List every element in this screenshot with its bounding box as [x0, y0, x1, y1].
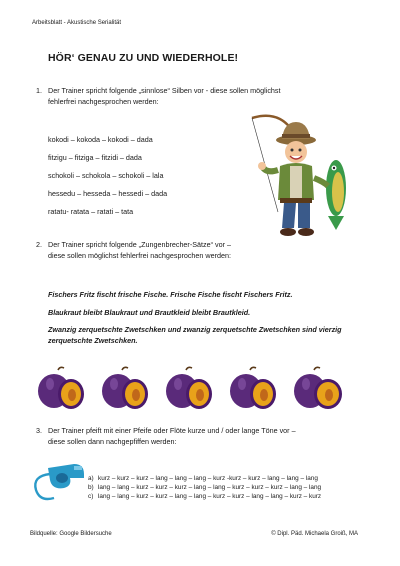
plum-icon	[100, 364, 152, 414]
plum-icon	[228, 364, 280, 414]
syllable-line: ratatu- ratata – ratati – tata	[48, 207, 134, 216]
section-2-line-2: diese sollen möglichst fehlerfrei nachgesprochen werden:	[48, 250, 231, 260]
plum-icon	[164, 364, 216, 414]
tongue-twister: Blaukraut bleibt Blaukraut und Brautkleid bleibt Brautkleid.	[48, 308, 251, 317]
section-2-line-1: Der Trainer spricht folgende „Zungenbrecher-Sätze“ vor –	[48, 240, 231, 249]
tongue-twister: Fischers Fritz fischt frische Fische. Frische Fische fischt Fischers Fritz.	[48, 290, 293, 299]
tone-label: a)	[88, 475, 94, 482]
tone-pattern: lang – lang – kurz – kurz – lang – lang – kurz – kurz – lang – lang – kurz – kurz	[98, 492, 322, 500]
syllable-line: fitzigu – fitziga – fitzidi – dada	[48, 153, 142, 162]
header-label: Arbeitsblatt - Akustische Serialität	[32, 20, 122, 26]
section-1-line-1: Der Trainer spricht folgende „sinnlose“ Silben vor - diese sollen möglichst	[48, 86, 281, 95]
tone-label: c)	[88, 492, 94, 500]
syllable-line: hessedu – hesseda – hessedi – dada	[48, 189, 168, 198]
section-3-line-1: Der Trainer pfeift mit einer Pfeife oder Flöte kurze und / oder lange Töne vor –	[48, 426, 296, 435]
tone-label: b)	[88, 483, 94, 491]
fisherman-illustration	[248, 112, 360, 240]
footer-copyright: © Dipl. Päd. Michaela Groiß, MA	[271, 531, 358, 537]
section-1-line-2: fehlerfrei nachgesprochen werden:	[48, 96, 159, 106]
page-title: HÖR‘ GENAU ZU UND WIEDERHOLE!	[48, 52, 239, 64]
section-3-line-2: diese sollen dann nachgepfiffen werden:	[48, 436, 177, 446]
section-2-number: 2.	[36, 240, 42, 249]
section-3-instructions	[36, 426, 366, 447]
tone-pattern: kurz – kurz – kurz – lang – lang – lang – kurz -kurz – kurz – lang – lang – lang	[98, 475, 318, 482]
tone-item	[88, 475, 321, 484]
tone-pattern: lang – lang – kurz – kurz – kurz – lang – lang – kurz – kurz – kurz – lang – lang	[98, 483, 322, 491]
tongue-twister: Zwanzig zerquetschte Zwetschken und zwanzig zerquetschte Zwetschken sind vierzig zerquetschte Zwetschken.	[48, 325, 342, 345]
section-2-instructions	[36, 240, 366, 261]
syllable-line: kokodi – kokoda – kokodi – dada	[48, 135, 153, 144]
footer-source: Bildquelle: Google Bildersuche	[30, 531, 112, 537]
tone-item	[88, 484, 321, 493]
syllable-line: schokoli – schokola – schokoli – lala	[48, 171, 164, 180]
tone-item	[88, 493, 321, 502]
plum-icon	[292, 364, 348, 414]
whistle-icon	[30, 460, 86, 504]
section-3-number: 3.	[36, 426, 42, 435]
section-1-instructions	[36, 86, 366, 107]
tone-list	[88, 475, 321, 501]
section-1-number: 1.	[36, 86, 42, 95]
plum-icon	[36, 364, 88, 414]
